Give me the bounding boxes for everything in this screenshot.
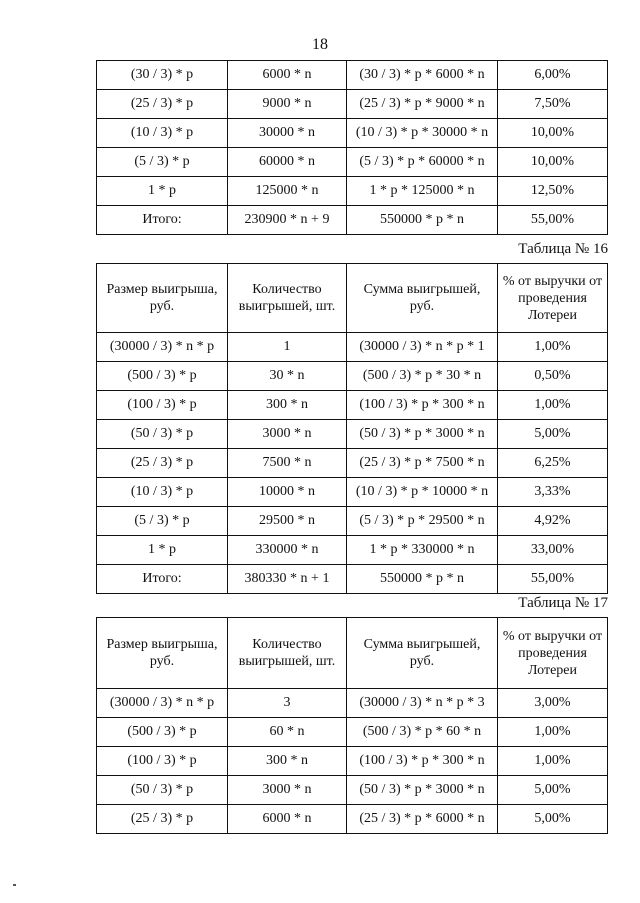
table-row: [97, 776, 608, 805]
table-cell: (10 / 3) * p * 10000 * n: [347, 478, 498, 507]
table-cell: 30 * n: [228, 362, 347, 391]
column-header: Размер выигрыша, руб.: [97, 618, 228, 689]
table-cell: (500 / 3) * p * 30 * n: [347, 362, 498, 391]
table-cell: (25 / 3) * p: [97, 805, 228, 834]
table-cell: (5 / 3) * p: [97, 148, 228, 177]
table-cell: 1 * p: [97, 177, 228, 206]
table-cell: (30 / 3) * p * 6000 * n: [347, 61, 498, 90]
column-header: Сумма выигрышей, руб.: [347, 618, 498, 689]
table-cell: 30000 * n: [228, 119, 347, 148]
table-cell: 3000 * n: [228, 420, 347, 449]
table-cell: 1,00%: [498, 747, 608, 776]
table-cell: 6,25%: [498, 449, 608, 478]
table-row: [97, 805, 608, 834]
table-cell: 4,92%: [498, 507, 608, 536]
table-cell: (25 / 3) * p: [97, 90, 228, 119]
table-cell: (5 / 3) * p * 60000 * n: [347, 148, 498, 177]
table-cell: 10,00%: [498, 148, 608, 177]
table-cell: 55,00%: [498, 565, 608, 594]
table-row: [97, 206, 608, 235]
table-cell: 0,50%: [498, 362, 608, 391]
table-cell: 5,00%: [498, 805, 608, 834]
table-cell: (30000 / 3) * n * p * 1: [347, 333, 498, 362]
table-cell: 60000 * n: [228, 148, 347, 177]
table-cell: 300 * n: [228, 391, 347, 420]
table-cell: (500 / 3) * p: [97, 362, 228, 391]
prize-table-16: [96, 263, 608, 594]
table-cell: 60 * n: [228, 718, 347, 747]
table-row: [97, 449, 608, 478]
table-cell: (100 / 3) * p * 300 * n: [347, 747, 498, 776]
prize-table-continued: [96, 60, 608, 235]
table-cell: (50 / 3) * p: [97, 420, 228, 449]
table-cell: 55,00%: [498, 206, 608, 235]
table-17-caption: Таблица № 17: [518, 595, 608, 611]
table-row: [97, 148, 608, 177]
table-cell: (500 / 3) * p * 60 * n: [347, 718, 498, 747]
table-cell: 5,00%: [498, 420, 608, 449]
table-row: [97, 747, 608, 776]
table-cell: (30000 / 3) * n * p * 3: [347, 689, 498, 718]
column-header: Количество выигрышей, шт.: [228, 618, 347, 689]
table-cell: (30000 / 3) * n * p: [97, 689, 228, 718]
scan-speck: [13, 884, 16, 886]
column-header: Количество выигрышей, шт.: [228, 264, 347, 333]
table-cell: 1 * p: [97, 536, 228, 565]
table-cell: (25 / 3) * p * 7500 * n: [347, 449, 498, 478]
table-cell: (500 / 3) * p: [97, 718, 228, 747]
table-cell: (50 / 3) * p * 3000 * n: [347, 776, 498, 805]
table-row: [97, 391, 608, 420]
table-cell: (100 / 3) * p: [97, 391, 228, 420]
table-cell: 125000 * n: [228, 177, 347, 206]
column-header: Сумма выигрышей, руб.: [347, 264, 498, 333]
table-cell: 10000 * n: [228, 478, 347, 507]
column-header: Размер выигрыша, руб.: [97, 264, 228, 333]
table-row: [97, 565, 608, 594]
table-row: [97, 119, 608, 148]
table-cell: 1,00%: [498, 333, 608, 362]
table-row: [97, 420, 608, 449]
table-16-caption: Таблица № 16: [518, 241, 608, 257]
table-cell: 550000 * p * n: [347, 565, 498, 594]
table-cell: (25 / 3) * p: [97, 449, 228, 478]
table-cell: 3,33%: [498, 478, 608, 507]
table-cell: 1,00%: [498, 391, 608, 420]
table-cell: 1 * p * 330000 * n: [347, 536, 498, 565]
table-cell: 7,50%: [498, 90, 608, 119]
table-cell: 10,00%: [498, 119, 608, 148]
table-cell: 6000 * n: [228, 61, 347, 90]
table-cell: 3000 * n: [228, 776, 347, 805]
table-cell: 12,50%: [498, 177, 608, 206]
table-cell: 29500 * n: [228, 507, 347, 536]
table-row: [97, 718, 608, 747]
table-cell: 3: [228, 689, 347, 718]
table-cell: Итого:: [97, 565, 228, 594]
table-cell: 1 * p * 125000 * n: [347, 177, 498, 206]
table-header-row: [97, 264, 608, 333]
table-cell: 3,00%: [498, 689, 608, 718]
table-cell: (100 / 3) * p: [97, 747, 228, 776]
table-cell: 300 * n: [228, 747, 347, 776]
table-row: [97, 333, 608, 362]
table-cell: 230900 * n + 9: [228, 206, 347, 235]
table-row: [97, 536, 608, 565]
table-cell: (25 / 3) * p * 6000 * n: [347, 805, 498, 834]
table-cell: (5 / 3) * p * 29500 * n: [347, 507, 498, 536]
table-row: [97, 689, 608, 718]
table-cell: 330000 * n: [228, 536, 347, 565]
table-row: [97, 507, 608, 536]
table-cell: 33,00%: [498, 536, 608, 565]
table-cell: 1,00%: [498, 718, 608, 747]
table-cell: (50 / 3) * p: [97, 776, 228, 805]
table-cell: 6000 * n: [228, 805, 347, 834]
table-cell: 9000 * n: [228, 90, 347, 119]
table-cell: (10 / 3) * p: [97, 119, 228, 148]
table-row: [97, 61, 608, 90]
table-cell: (10 / 3) * p * 30000 * n: [347, 119, 498, 148]
table-cell: 7500 * n: [228, 449, 347, 478]
table-cell: 6,00%: [498, 61, 608, 90]
table-cell: (10 / 3) * p: [97, 478, 228, 507]
table-cell: (50 / 3) * p * 3000 * n: [347, 420, 498, 449]
table-header-row: [97, 618, 608, 689]
table-cell: (5 / 3) * p: [97, 507, 228, 536]
table-cell: 380330 * n + 1: [228, 565, 347, 594]
column-header: % от выручки от проведения Лотереи: [498, 618, 608, 689]
table-row: [97, 90, 608, 119]
table-row: [97, 177, 608, 206]
prize-table-17: [96, 617, 608, 834]
column-header: % от выручки от проведения Лотереи: [498, 264, 608, 333]
table-cell: Итого:: [97, 206, 228, 235]
table-cell: 550000 * p * n: [347, 206, 498, 235]
table-cell: 5,00%: [498, 776, 608, 805]
table-row: [97, 362, 608, 391]
table-cell: (100 / 3) * p * 300 * n: [347, 391, 498, 420]
table-cell: 1: [228, 333, 347, 362]
table-cell: (30000 / 3) * n * p: [97, 333, 228, 362]
table-row: [97, 478, 608, 507]
page-number: 18: [312, 36, 328, 53]
table-cell: (30 / 3) * p: [97, 61, 228, 90]
table-cell: (25 / 3) * p * 9000 * n: [347, 90, 498, 119]
